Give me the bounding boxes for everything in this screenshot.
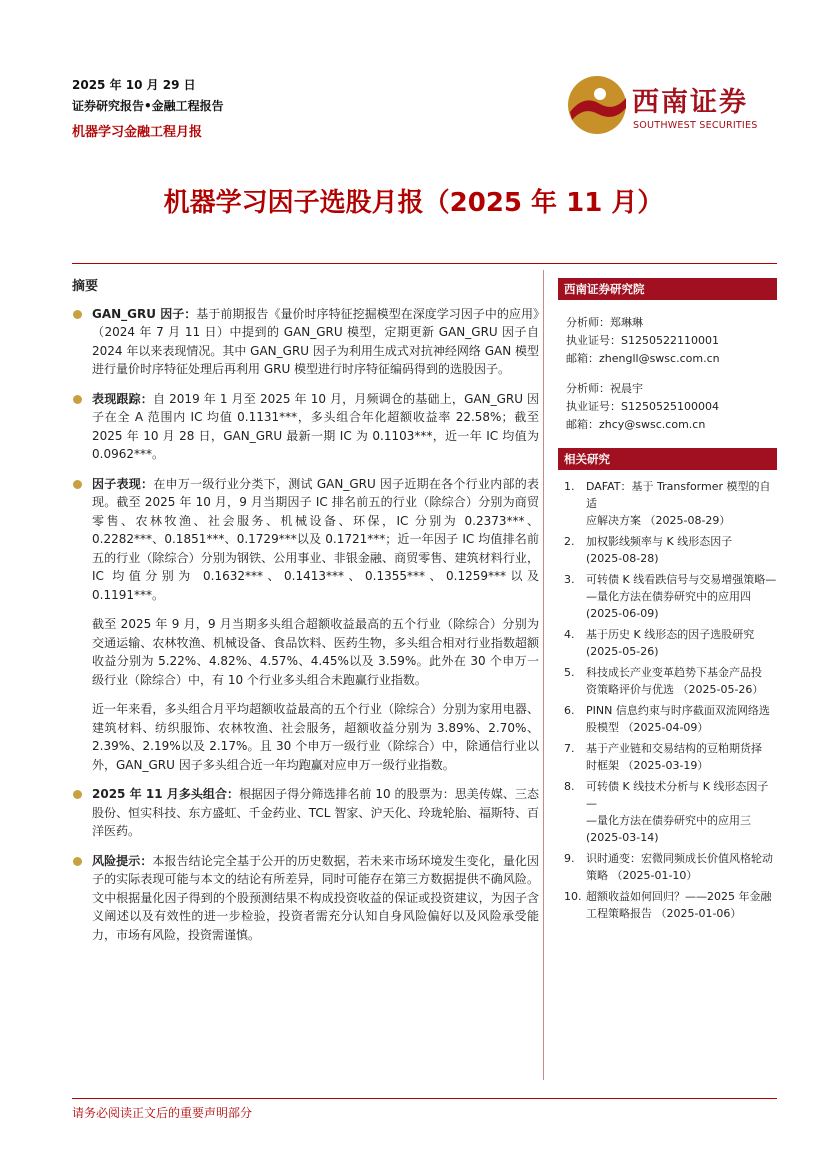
related-research-item[interactable] xyxy=(564,888,777,922)
related-research-bar: 相关研究 xyxy=(558,448,777,470)
abstract-paragraph: 截至 2025 年 9 月，9 月当期多头组合超额收益最高的五个行业（除综合）分别为交通运输、农林牧渔、机械设备、食品饮料、医药生物，多头组合相对行业指数超额收益分别为 5.22%、4.82%、4.57%、4.45%以及 3.59%。此外在 30 个申万一级行业（除综合）中，有 10 个行业多头组合未跑赢行业指数。 xyxy=(92,617,539,687)
related-research-item[interactable] xyxy=(564,626,777,660)
related-research-item[interactable] xyxy=(564,478,777,529)
related-research-item[interactable] xyxy=(564,778,777,846)
abstract-item xyxy=(72,852,539,945)
item-text: 在申万一级行业分类下，测试 GAN_GRU 因子近期在各个行业内部的表现。截至 2025 年 10 月，9 月当期因子 IC 排名前五的行业（除综合）分别为商贸零售、农林牧渔、社会服务、机械设备、环保，IC 分别为 0.2373***、0.2282***、0.1851***、0.1729***以及 0.1721***；近一年因子 IC 均值排名前五的行业（除综合）分别为钢铁、公用事业、非银金融、商贸零售、建筑材料行业，IC 均值分别为 0.1632***、0.1413***、0.1355***、0.1259***以及 0.1191***。 xyxy=(92,476,539,602)
related-research-item[interactable] xyxy=(564,702,777,736)
related-item-number: 5. xyxy=(564,666,575,679)
abstract-item xyxy=(72,475,539,605)
related-research-item[interactable] xyxy=(564,571,777,622)
related-item-number: 8. xyxy=(564,780,575,793)
related-research-item[interactable] xyxy=(564,740,777,774)
related-item-number: 10. xyxy=(564,890,582,903)
related-research-item[interactable] xyxy=(564,664,777,698)
abstract-item xyxy=(72,785,539,841)
item-heading: 2025 年 11 月多头组合： xyxy=(92,787,240,801)
related-item-line: 时框架 （2025-03-19） xyxy=(586,759,709,772)
page-title: 机器学习因子选股月报（2025 年 11 月） xyxy=(163,188,664,218)
related-item-number: 4. xyxy=(564,628,575,641)
related-item-line: 工程策略报告 （2025-01-06） xyxy=(586,907,742,920)
column-divider xyxy=(543,270,544,1080)
abstract-section xyxy=(72,278,539,955)
related-item-line: 可转债 K 线技术分析与 K 线形态因子— xyxy=(586,780,769,810)
analyst-email[interactable]: 邮箱：zhcy@swsc.com.cn xyxy=(566,418,706,431)
related-item-line: (2025-05-26) xyxy=(586,645,659,658)
institute-bar: 西南证券研究院 xyxy=(558,278,777,300)
bullet-icon xyxy=(73,310,82,319)
analyst-name: 分析师：郑琳琳 xyxy=(566,316,643,329)
item-heading: 因子表现： xyxy=(92,476,154,491)
footer-divider xyxy=(72,1098,777,1099)
abstract-item xyxy=(72,305,539,379)
related-item-line: DAFAT：基于 Transformer 模型的自适 xyxy=(586,480,771,510)
item-heading: GAN_GRU 因子： xyxy=(92,306,197,321)
analyst-cert: 执业证号：S1250525100004 xyxy=(566,400,719,413)
related-item-number: 6. xyxy=(564,704,575,717)
related-item-line: —量化方法在债券研究中的应用三 xyxy=(586,814,751,827)
related-item-line: —量化方法在债券研究中的应用四 xyxy=(586,590,751,603)
abstract-title: 摘要 xyxy=(72,279,99,294)
report-type: 证券研究报告•金融工程报告 xyxy=(72,99,224,113)
related-item-line: 超额收益如何回归？——2025 年金融 xyxy=(586,890,772,903)
bullet-icon xyxy=(73,857,82,866)
related-item-line: (2025-06-09) xyxy=(586,607,659,620)
related-item-number: 3. xyxy=(564,573,575,586)
report-date: 2025 年 10 月 29 日 xyxy=(72,78,196,92)
related-item-line: (2025-08-28) xyxy=(586,552,659,565)
related-item-line: 策略 （2025-01-10） xyxy=(586,869,698,882)
related-item-line: 基于历史 K 线形态的因子选股研究 xyxy=(586,628,755,641)
abstract-paragraph: 近一年来看，多头组合月平均超额收益最高的五个行业（除综合）分别为家用电器、建筑材料、纺织服饰、农林牧渔、社会服务，超额收益分别为 3.89%、2.70%、2.39%、2.19%以及 2.17%。且 30 个申万一级行业（除综合）中，除通信行业以外，GAN_GRU 因子多头组合近一年均跑赢对应申万一级行业指数。 xyxy=(92,702,539,772)
related-item-line: 科技成长产业变革趋势下基金产品投 xyxy=(586,666,762,679)
related-item-line: 应解决方案 （2025-08-29） xyxy=(586,514,731,527)
related-item-line: 资策略评价与优选 （2025-05-26） xyxy=(586,683,764,696)
logo-english-name: SOUTHWEST SECURITIES xyxy=(633,120,758,131)
sidebar xyxy=(558,278,777,926)
related-item-line: (2025-03-14) xyxy=(586,831,659,844)
item-text: 根据因子得分筛选排名前 10 的股票为：思美传媒、三态股份、恒实科技、东方盛虹、千金药业、TCL 智家、沪天化、玲珑轮胎、福斯特、百洋医药。 xyxy=(92,787,539,838)
related-item-line: 可转债 K 线看跌信号与交易增强策略— xyxy=(586,573,777,586)
logo-emblem-icon xyxy=(566,74,628,136)
related-item-line: PINN 信息约束与时序截面双流网络选 xyxy=(586,704,770,717)
item-text: 基于前期报告《量价时序特征挖掘模型在深度学习因子中的应用》（2024 年 7 月 11 日）中提到的 GAN_GRU 模型，定期更新 GAN_GRU 因子自 2024 年以来表现情况。其中 GAN_GRU 因子为利用生成式对抗神经网络 GAN 模型进行量价时序特征处理后再利用 GRU 模型进行时序特征编码得到的选股因子。 xyxy=(92,306,540,376)
bullet-icon xyxy=(73,395,82,404)
related-item-number: 7. xyxy=(564,742,575,755)
item-text: 自 2019 年 1 月至 2025 年 10 月，月频调仓的基础上，GAN_GRU 因子在全 A 范围内 IC 均值 0.1131***，多头组合年化超额收益率 22.58%；截至 2025 年 10 月 28 日，GAN_GRU 最新一期 IC 为 0.1103***，近一年 IC 均值为 0.0962***。 xyxy=(92,391,539,461)
logo-chinese-name: 西南证券 xyxy=(632,87,748,118)
related-research-item[interactable] xyxy=(564,850,777,884)
related-item-line: 加权影线频率与 K 线形态因子 xyxy=(586,535,733,548)
company-logo xyxy=(566,74,766,136)
footer-disclaimer: 请务必阅读正文后的重要声明部分 xyxy=(72,1106,253,1120)
related-item-line: 基于产业链和交易结构的豆粕期货择 xyxy=(586,742,762,755)
related-item-line: 识时通变：宏微同频成长价值风格轮动 xyxy=(586,852,773,865)
bullet-icon xyxy=(73,480,82,489)
related-item-number: 9. xyxy=(564,852,575,865)
analyst-block xyxy=(558,300,777,368)
item-heading: 风险提示： xyxy=(92,853,153,868)
item-heading: 表现跟踪： xyxy=(92,391,153,406)
item-text: 本报告结论完全基于公开的历史数据，若未来市场环境发生变化，量化因子的实际表现可能与本文的结论有所差异，同时可能存在第三方数据提供不确风险。文中根据量化因子得到的个股预测结果不构成投资收益的保证或投资建议，为因子含义阐述以及有效性的进一步检验，投资者需充分认知自身风险偏好以及风险承受能力，市场有风险，投资需谨慎。 xyxy=(92,853,539,942)
header-divider xyxy=(72,263,777,264)
related-item-number: 1. xyxy=(564,480,575,493)
analyst-block xyxy=(558,368,777,434)
analyst-cert: 执业证号：S1250522110001 xyxy=(566,334,719,347)
bullet-icon xyxy=(73,790,82,799)
related-research-item[interactable] xyxy=(564,533,777,567)
analyst-name: 分析师：祝晨宇 xyxy=(566,382,643,395)
related-item-number: 2. xyxy=(564,535,575,548)
report-column: 机器学习金融工程月报 xyxy=(72,125,203,140)
analyst-email[interactable]: 邮箱：zhengll@swsc.com.cn xyxy=(566,352,720,365)
abstract-item xyxy=(72,390,539,464)
related-item-line: 股模型 （2025-04-09） xyxy=(586,721,709,734)
related-research-list xyxy=(558,470,777,922)
